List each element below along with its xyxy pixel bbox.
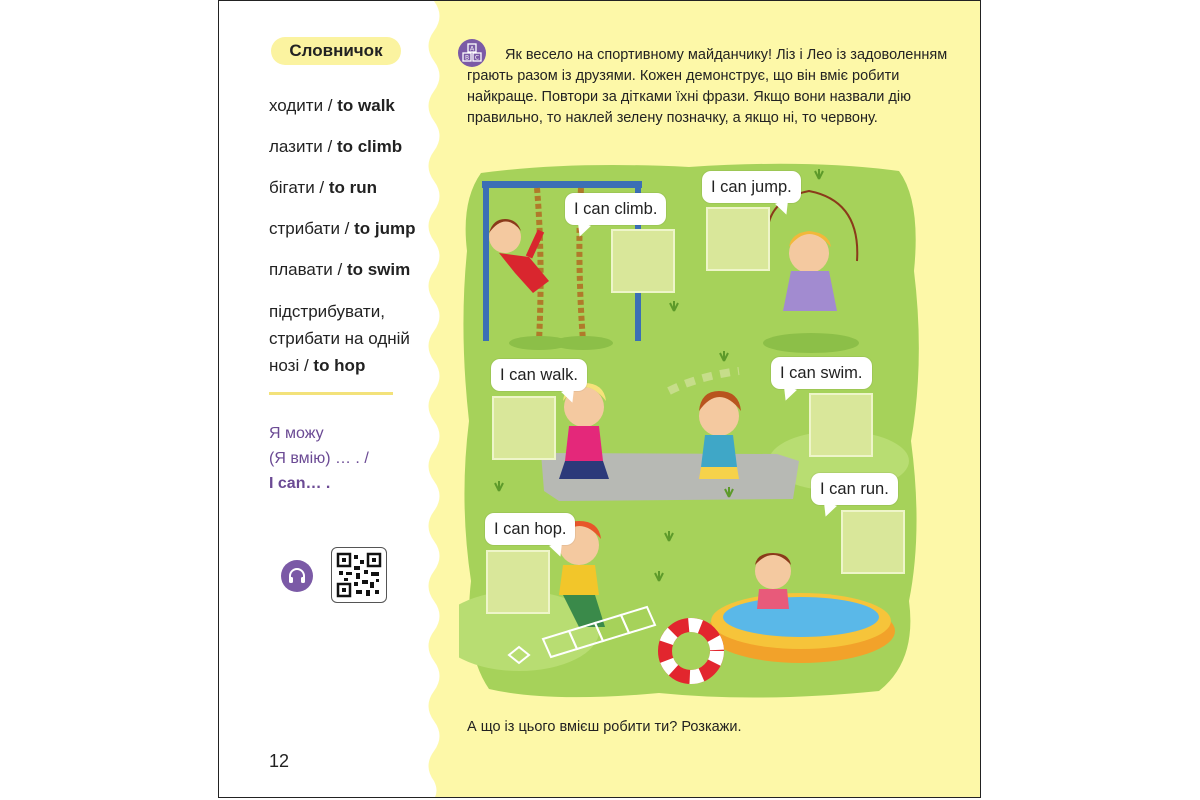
vocab-item-jump: стрибати / to jump — [269, 219, 416, 238]
sticker-slot-swim[interactable] — [809, 393, 873, 457]
speech-bubble-swim: I can swim. — [771, 357, 872, 389]
vocabulary-title: Словничок — [271, 37, 401, 65]
sticker-slot-walk[interactable] — [492, 396, 556, 460]
sticker-slot-jump[interactable] — [706, 207, 770, 271]
vocabulary-list — [269, 93, 439, 394]
vocab-item-run: бігати / to run — [269, 178, 378, 197]
headphones-icon[interactable] — [281, 560, 313, 592]
vocabulary-sidebar — [219, 1, 441, 797]
book-page — [218, 0, 981, 798]
sidebar-divider — [269, 392, 393, 395]
speech-bubble-jump: I can jump. — [702, 171, 801, 203]
vocab-item-climb: лазити / to climb — [269, 137, 403, 156]
qr-code-icon[interactable] — [331, 547, 387, 603]
vocab-item-swim: плавати / to swim — [269, 260, 411, 279]
vocab-item-walk: ходити / to walk — [269, 96, 395, 115]
phrase-pattern: Я можу (Я вмію) … . / I can… . — [269, 425, 369, 492]
speech-bubble-climb: I can climb. — [565, 193, 666, 225]
task-instruction: Як весело на спортивному майданчику! Ліз і Лео із задоволенням грають разом із друзями. Кожен демонструє, що він вміє робити найкраще. Повтори за дітками їхні фрази. Якщо вони назвали дію правильно, то наклей зелену позначку, а якщо ні, то червону. — [467, 47, 948, 126]
page-number: 12 — [269, 751, 290, 771]
sticker-slot-hop[interactable] — [486, 550, 550, 614]
sticker-slot-climb[interactable] — [611, 229, 675, 293]
closing-question: А що із цього вмієш робити ти? Розкажи. — [467, 719, 742, 735]
svg-text:C: C — [474, 54, 480, 62]
speech-bubble-run: I can run. — [811, 473, 898, 505]
vocab-item-hop: підстрибувати, стрибати на одній нозі / to hop — [269, 302, 410, 375]
sticker-slot-run[interactable] — [841, 510, 905, 574]
speech-bubble-hop: I can hop. — [485, 513, 575, 545]
svg-text:B: B — [464, 54, 470, 62]
svg-text:A: A — [469, 45, 475, 53]
speech-bubble-walk: I can walk. — [491, 359, 587, 391]
